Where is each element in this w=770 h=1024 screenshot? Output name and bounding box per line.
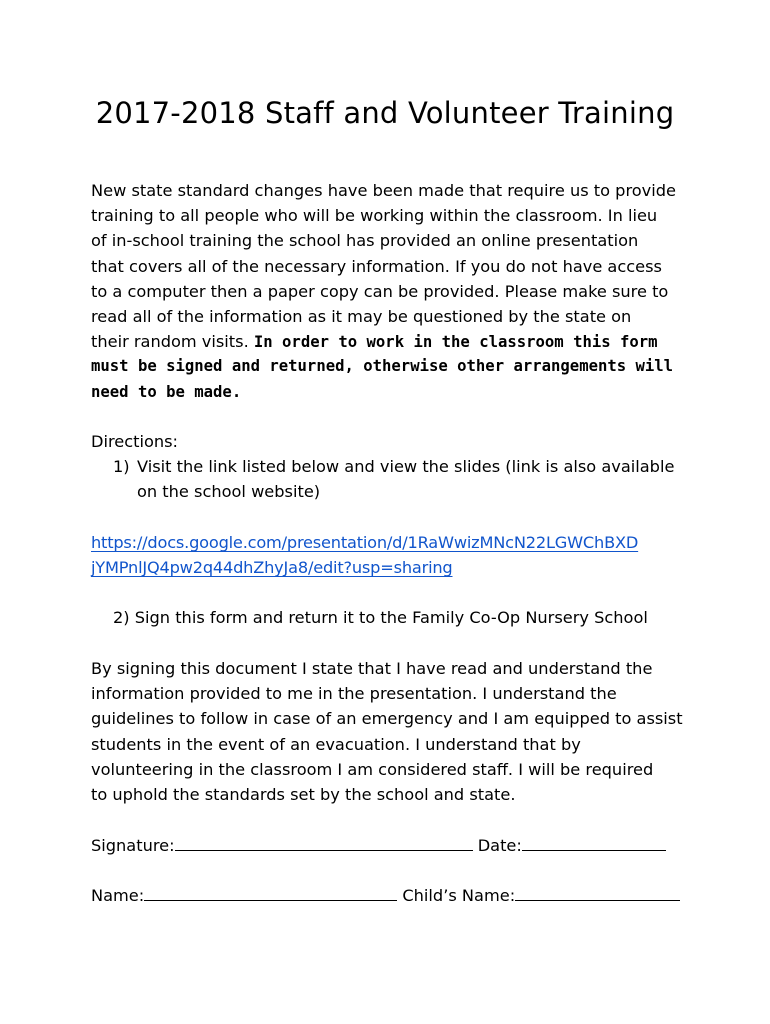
name-row <box>91 883 691 908</box>
link-line[interactable]: jYMPnlJQ4pw2q44dhZhyJa8/edit?usp=sharing <box>91 558 453 578</box>
step-text: on the school website) <box>137 482 321 502</box>
page-title: 2017-2018 Staff and Volunteer Training <box>95 96 675 130</box>
intro-line: read all of the information as it may be questioned by the state on <box>91 306 632 326</box>
agreement-line: guidelines to follow in case of an emergency and I am equipped to assist <box>91 709 683 729</box>
intro-line: training to all people who will be working within the classroom. In lieu <box>91 206 658 226</box>
step-text: 2) Sign this form and return it to the Family Co-Op Nursery School <box>113 608 648 627</box>
name-field[interactable] <box>144 885 397 901</box>
signature-label: Signature: <box>91 836 175 855</box>
signature-field[interactable] <box>175 835 473 851</box>
child-name-field[interactable] <box>515 885 680 901</box>
agreement-paragraph <box>91 656 691 807</box>
direction-step-2 <box>91 605 713 630</box>
intro-plain-text: their random visits. <box>91 332 254 352</box>
intro-line: to a computer then a paper copy can be provided. Please make sure to <box>91 281 669 301</box>
presentation-link[interactable] <box>91 530 691 580</box>
link-line[interactable]: https://docs.google.com/presentation/d/1RaWwizMNcN22LGWChBXD <box>91 533 639 552</box>
intro-paragraph <box>91 178 691 405</box>
direction-step-1 <box>91 454 691 479</box>
step-number: 1) <box>113 457 130 477</box>
agreement-line: By signing this document I state that I have read and understand the <box>91 659 653 678</box>
intro-line: New state standard changes have been made that require us to provide <box>91 181 676 200</box>
agreement-line: volunteering in the classroom I am considered staff. I will be required <box>91 759 654 779</box>
intro-line: of in-school training the school has provided an online presentation <box>91 231 639 251</box>
intro-bold-line: must be signed and returned, otherwise other arrangements will <box>91 357 674 376</box>
direction-step-1-continued <box>91 479 691 504</box>
date-label: Date: <box>477 836 522 855</box>
directions-section <box>91 429 691 505</box>
intro-bold-text: In order to work in the classroom this form <box>253 333 658 352</box>
signature-row <box>91 833 691 858</box>
step-text: Visit the link listed below and view the slides (link is also available <box>137 457 675 477</box>
name-label: Name: <box>91 886 145 905</box>
intro-line: that covers all of the necessary information. If you do not have access <box>91 256 662 276</box>
intro-bold-line: need to be made. <box>91 382 242 401</box>
agreement-line: students in the event of an evacuation. I understand that by <box>91 734 581 754</box>
directions-heading: Directions: <box>91 432 179 451</box>
date-field[interactable] <box>522 835 666 851</box>
child-name-label: Child’s Name: <box>402 886 516 905</box>
agreement-line: to uphold the standards set by the school and state. <box>91 784 516 804</box>
agreement-line: information provided to me in the presentation. I understand the <box>91 684 617 704</box>
intro-line-mixed <box>91 329 691 354</box>
